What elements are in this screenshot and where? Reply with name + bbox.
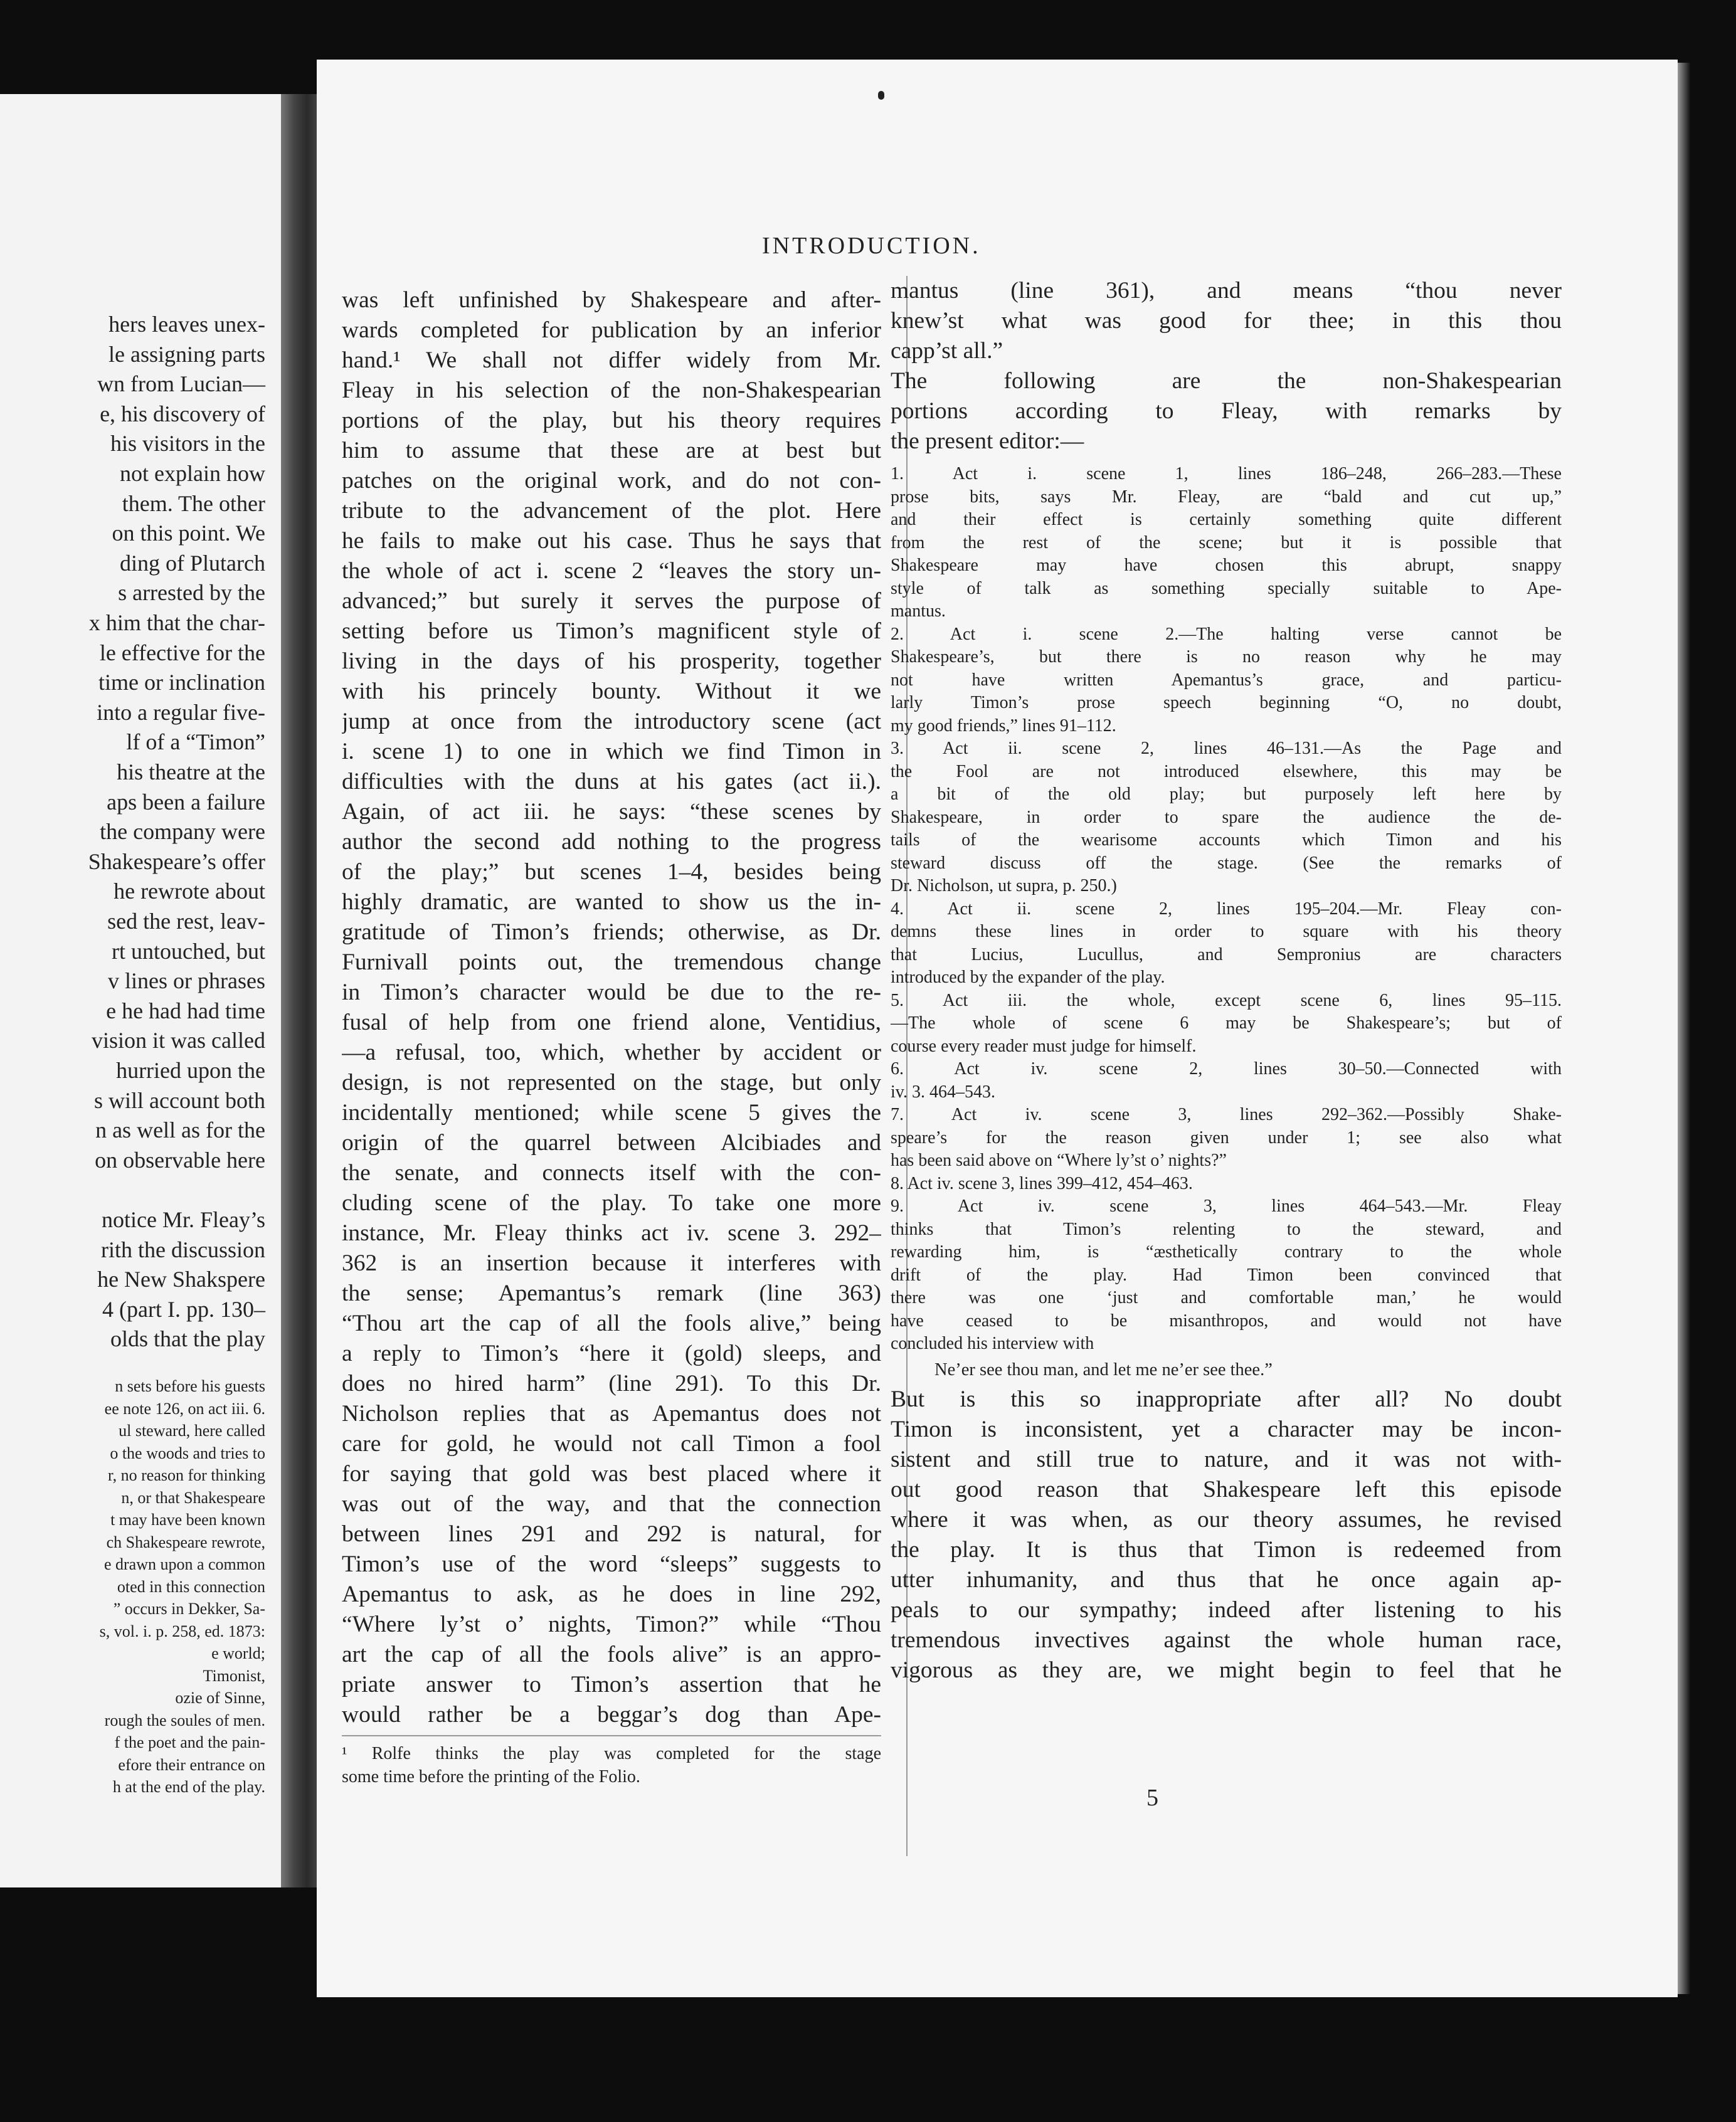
note-line: my good friends,” lines 91–112. <box>891 715 1116 736</box>
left-page-line: v lines or phrases <box>108 968 265 994</box>
note-line: drift of the play. Had Timon been convinced that <box>891 1265 1562 1285</box>
left-page-note: n, or that Shakespeare <box>121 1488 265 1507</box>
note-line: 7. Act iv. scene 3, lines 292–362.—Possibly Shake- <box>891 1105 1562 1124</box>
note-line: larly Timon’s prose speech beginning “O, no doubt, <box>891 693 1562 712</box>
left-page-line: x him that the char- <box>88 610 265 635</box>
left-page-line: e he had had time <box>106 998 265 1023</box>
left-page-line: on observable here <box>95 1147 265 1173</box>
note-line: from the rest of the scene; but it is possible that <box>891 532 1562 552</box>
left-page-note: rough the soules of men. <box>104 1711 265 1729</box>
left-page-line: lf of a “Timon” <box>126 729 265 755</box>
body-line: the sense; Apemantus’s remark (line 363) <box>342 1280 881 1306</box>
left-page-note: s, vol. i. p. 258, ed. 1873: <box>99 1622 265 1640</box>
body-line: knew’st what was good for thee; in this thou <box>891 308 1562 334</box>
body-line: the senate, and connects itself with the con- <box>342 1160 881 1186</box>
body-line: jump at once from the introductory scene (act <box>342 709 881 734</box>
body-line: with his princely bounty. Without it we <box>342 678 881 704</box>
body-line: does no hired harm” (line 291). To this Dr. <box>342 1371 881 1396</box>
note-line: mantus. <box>891 601 946 621</box>
left-page-line: le assigning parts <box>109 341 265 367</box>
left-page-line: 4 (part I. pp. 130– <box>102 1296 265 1322</box>
note-line: that Lucius, Lucullus, and Sempronius are characters <box>891 944 1562 964</box>
body-line: Again, of act iii. he says: “these scenes by <box>342 799 881 825</box>
note-line: 1. Act i. scene 1, lines 186–248, 266–283.—These <box>891 464 1562 483</box>
note-line: Shakespeare may have chosen this abrupt, snappy <box>891 556 1562 575</box>
body-line: But is this so inappropriate after all? No doubt <box>891 1386 1562 1412</box>
left-page-line: hers leaves unex- <box>109 312 265 337</box>
left-page-line: s will account both <box>94 1087 265 1113</box>
body-line: would rather be a beggar’s dog than Ape- <box>342 1702 881 1728</box>
note-line: thinks that Timon’s relenting to the steward, and <box>891 1219 1562 1239</box>
body-line: between lines 291 and 292 is natural, for <box>342 1521 881 1547</box>
body-line: utter inhumanity, and thus that he once again ap- <box>891 1566 1562 1593</box>
left-page-note: ” occurs in Dekker, Sa- <box>113 1600 265 1618</box>
body-line: Timon’s use of the word “sleeps” suggests to <box>342 1551 881 1577</box>
left-page-line: on this point. We <box>112 520 265 546</box>
footnote-line: some time before the printing of the Folio. <box>342 1766 640 1787</box>
note-line: and their effect is certainly something quite different <box>891 510 1562 529</box>
note-line: iv. 3. 464–543. <box>891 1082 995 1102</box>
note-line: Shakespeare, in order to spare the audience the de- <box>891 807 1562 827</box>
body-line: him to assume that these are at best but <box>342 438 881 463</box>
body-line: —a refusal, too, which, whether by accident or <box>342 1040 881 1065</box>
page-edge <box>1678 63 1690 1994</box>
note-line: there was one ‘just and comfortable man,’ he would <box>891 1288 1562 1307</box>
note-line: demns these lines in order to square with his theory <box>891 922 1562 941</box>
body-line: peals to our sympathy; indeed after listening to his <box>891 1597 1562 1623</box>
left-page-note: o the woods and tries to <box>110 1444 265 1462</box>
left-page-note: ul steward, here called <box>119 1422 265 1440</box>
body-line: setting before us Timon’s magnificent style of <box>342 618 881 644</box>
left-page-line: not explain how <box>120 461 265 486</box>
left-page-line: vision it was called <box>92 1028 265 1053</box>
left-page-line: rt untouched, but <box>112 938 265 964</box>
body-line: The following are the non-Shakespearian <box>891 368 1562 394</box>
body-line: a reply to Timon’s “here it (gold) sleeps, and <box>342 1341 881 1366</box>
left-page-line: sed the rest, leav- <box>107 909 265 934</box>
note-line: has been said above on “Where ly’st o’ nights?” <box>891 1151 1227 1170</box>
left-page-line: olds that the play <box>110 1326 265 1352</box>
note-line: a bit of the old play; but purposely left here by <box>891 784 1562 804</box>
body-line: care for gold, he would not call Timon a fool <box>342 1431 881 1457</box>
left-page-line: time or inclination <box>98 670 265 695</box>
body-line: Timon is inconsistent, yet a character may be incon- <box>891 1416 1562 1442</box>
body-line: living in the days of his prosperity, together <box>342 648 881 674</box>
note-line: not have written Apemantus’s grace, and particu- <box>891 670 1562 690</box>
body-line: where it was when, as our theory assumes, he revised <box>891 1506 1562 1533</box>
body-line: advanced;” but surely it serves the purpose of <box>342 588 881 614</box>
left-page-line: Shakespeare’s offer <box>88 848 265 874</box>
left-page-note: ch Shakespeare rewrote, <box>106 1533 265 1551</box>
running-title: INTRODUCTION. <box>762 233 981 259</box>
left-column <box>342 285 881 1788</box>
note-line: 8. Act iv. scene 3, lines 399–412, 454–463. <box>891 1173 1193 1193</box>
body-line: for saying that gold was best placed where it <box>342 1461 881 1487</box>
body-line: instance, Mr. Fleay thinks act iv. scene 3. 292– <box>342 1220 881 1246</box>
note-line: prose bits, says Mr. Fleay, are “bald and cut up,” <box>891 487 1562 507</box>
footnote-rule <box>342 1735 881 1736</box>
note-line: rewarding him, is “æsthetically contrary to the whole <box>891 1242 1562 1262</box>
body-line: “Where ly’st o’ nights, Timon?” while “Thou <box>342 1612 881 1637</box>
body-line: tribute to the advancement of the plot. Here <box>342 498 881 524</box>
printer-mark <box>878 91 884 100</box>
body-line: “Thou art the cap of all the fools alive,” being <box>342 1311 881 1336</box>
body-line: he fails to make out his case. Thus he says that <box>342 528 881 554</box>
footnote-line: ¹ Rolfe thinks the play was completed for the stage <box>342 1744 881 1763</box>
left-page-note: e world; <box>211 1644 265 1662</box>
left-page-note: n sets before his guests <box>115 1377 265 1395</box>
body-line: highly dramatic, are wanted to show us the in- <box>342 889 881 915</box>
note-line: speare’s for the reason given under 1; see also what <box>891 1127 1562 1148</box>
left-page-note: h at the end of the play. <box>112 1778 265 1796</box>
body-line: in Timon’s character would be due to the re- <box>342 979 881 1005</box>
body-line: author the second add nothing to the progress <box>342 829 881 855</box>
left-page-note: ee note 126, on act iii. 6. <box>104 1399 265 1418</box>
left-page-note: oted in this connection <box>117 1577 265 1596</box>
body-line: mantus (line 361), and means “thou never <box>891 278 1562 304</box>
note-line: 6. Act iv. scene 2, lines 30–50.—Connected with <box>891 1059 1562 1079</box>
body-line: priate answer to Timon’s assertion that he <box>342 1672 881 1697</box>
note-line: have ceased to be misanthropos, and would not have <box>891 1311 1562 1331</box>
body-line: i. scene 1) to one in which we find Timon in <box>342 739 881 764</box>
body-line: fusal of help from one friend alone, Ventidius, <box>342 1010 881 1035</box>
body-line: portions of the play, but his theory requires <box>342 408 881 433</box>
body-line: the whole of act i. scene 2 “leaves the story un- <box>342 558 881 584</box>
body-line: Fleay in his selection of the non-Shakespearian <box>342 377 881 403</box>
body-line: patches on the or⁣iginal work, and do not con- <box>342 468 881 494</box>
left-page-line: e, his discovery of <box>100 401 265 426</box>
note-line: Dr. Nicholson, ut supra, p. 250.) <box>891 876 1117 895</box>
note-line: tails of the wearisome accounts which Timon and his <box>891 830 1562 850</box>
note-line: course every reader must judge for himself. <box>891 1036 1197 1056</box>
body-line: design, is not represented on the stage, but only <box>342 1070 881 1095</box>
body-line: Nicholson replies that as Apemantus does not <box>342 1401 881 1427</box>
left-page-line: his visitors in the <box>110 431 265 457</box>
note-line: the Fool are not introduced elsewhere, this may be <box>891 761 1562 781</box>
note-line: 2. Act i. scene 2.—The halting verse cannot be <box>891 624 1562 644</box>
body-line: the play. It is thus that Timon is redeemed from <box>891 1536 1562 1563</box>
note-line: introduced by the expander of the play. <box>891 968 1165 987</box>
left-page-note: efore their entrance on <box>118 1755 265 1774</box>
body-line: wards completed for publication by an inferior <box>342 317 881 343</box>
body-line: the present editor:— <box>891 428 1084 454</box>
left-page-line: wn from Lucian— <box>97 371 265 397</box>
body-line: incidentally mentioned; while scene 5 gives the <box>342 1100 881 1126</box>
left-page-note: r, no reason for thinking <box>108 1466 265 1484</box>
note-line: concluded his interview with <box>891 1334 1094 1353</box>
left-page-line: rith the discussion <box>101 1237 265 1262</box>
left-page-line: n as well as for the <box>95 1117 265 1143</box>
body-line: vigorous as they are, we might begin to feel that he <box>891 1657 1562 1683</box>
note-line: Shakespeare’s, but there is no reason why he may <box>891 647 1562 667</box>
body-line: out good reason that Shakespeare left this episode <box>891 1476 1562 1502</box>
right-page <box>317 60 1678 1997</box>
left-page-note: Timonist, <box>203 1666 265 1685</box>
left-page-line: notice Mr. Fleay’s <box>102 1207 265 1232</box>
body-line: gratitude of Timon’s friends; otherwise, as Dr. <box>342 919 881 945</box>
left-page-line: aps been a failure <box>107 789 265 815</box>
left-page-line: le effective for the <box>99 640 265 665</box>
body-line: capp’st all.” <box>891 338 1003 364</box>
body-line: difficulties with the duns at his gates (act ii.). <box>342 769 881 794</box>
left-page-line: his theatre at the <box>117 759 265 784</box>
note-line: style of talk as something specially suitable to Ape- <box>891 578 1562 598</box>
body-line: Furnivall points out, the tremendous change <box>342 949 881 975</box>
left-page-line: them. The other <box>122 490 265 516</box>
body-line: origin of the quarrel between Alcibiades and <box>342 1130 881 1156</box>
note-line: 9. Act iv. scene 3, lines 464–543.—Mr. Fleay <box>891 1196 1562 1216</box>
body-line: portions according to Fleay, with remarks by <box>891 398 1562 424</box>
body-line: art the cap of all the fools alive” is an appro- <box>342 1642 881 1667</box>
body-line: was left unfinished by Shakespeare and after- <box>342 287 881 313</box>
left-page-line: hurried upon the <box>116 1058 265 1083</box>
body-line: was out of the way, and that the connection <box>342 1491 881 1517</box>
left-page-note: f the poet and the pain- <box>114 1733 265 1751</box>
right-column <box>891 276 1562 1686</box>
left-page-line: ding of Plutarch <box>120 550 265 576</box>
body-line: 362 is an insertion because it interferes with <box>342 1250 881 1276</box>
body-line: of the play;” but scenes 1–4, besides being <box>342 859 881 885</box>
body-line: tremendous invectives against the whole human race, <box>891 1627 1562 1653</box>
left-page-line: he rewrote about <box>114 879 265 904</box>
note-line: steward discuss off the stage. (See the remarks of <box>891 853 1562 873</box>
left-page-note: e drawn upon a common <box>103 1555 265 1573</box>
note-line: 4. Act ii. scene 2, lines 195–204.—Mr. Fleay con- <box>891 899 1562 919</box>
left-page-note: ozie of Sinne, <box>175 1689 265 1707</box>
left-facing-page <box>0 94 281 1887</box>
body-line: sistent and still true to nature, and it was not with- <box>891 1446 1562 1472</box>
left-page-line: s arrested by the <box>118 580 265 606</box>
left-page-note: t may have been known <box>110 1511 265 1529</box>
left-page-line: into a regular five- <box>97 699 265 725</box>
body-line: hand.¹ We shall not differ widely from Mr. <box>342 347 881 373</box>
body-line: Apemantus to ask, as he does in line 292, <box>342 1581 881 1607</box>
verse-quote: Ne’er see thou man, and let me ne’er see thee.” <box>934 1359 1273 1380</box>
note-line: 3. Act ii. scene 2, lines 46–131.—As the Page and <box>891 739 1562 758</box>
spacer <box>891 457 1562 463</box>
left-page-line: the company were <box>100 819 265 845</box>
left-page-line: he New Shakspere <box>97 1267 265 1292</box>
note-line: —The whole of scene 6 may be Shakespeare’s; but of <box>891 1013 1562 1033</box>
body-line: cluding scene of the play. To take one more <box>342 1190 881 1216</box>
page-number: 5 <box>1146 1785 1158 1811</box>
note-line: 5. Act iii. the whole, except scene 6, lines 95–115. <box>891 990 1562 1010</box>
